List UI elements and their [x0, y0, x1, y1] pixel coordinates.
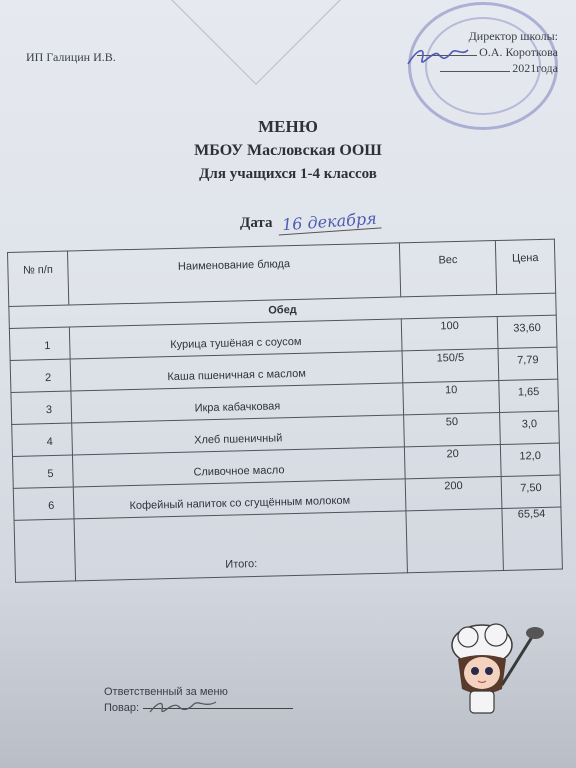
date-row — [240, 208, 381, 235]
row-price: 7,50 — [501, 475, 561, 508]
row-weight: 150/5 — [402, 349, 499, 383]
header-num: № п/п — [8, 251, 69, 306]
date-value: 16 декабря — [278, 208, 382, 235]
audience-line: Для учащихся 1-4 классов — [199, 166, 377, 182]
row-name: Кофейный напиток со сгущённым молоком — [73, 479, 406, 519]
total-label: Итого: — [74, 511, 408, 581]
responsible-label: Ответственный за меню — [104, 686, 228, 698]
vendor-name: ИП Галицин И.В. — [26, 50, 116, 64]
row-price: 1,65 — [499, 379, 559, 412]
approval-title: Директор школы: — [468, 29, 558, 43]
row-weight: 50 — [404, 413, 501, 447]
header-price: Цена — [495, 239, 555, 294]
row-weight: 200 — [405, 476, 502, 510]
paper-fold — [171, 0, 341, 85]
header-weight: Вес — [400, 241, 497, 297]
row-weight: 100 — [402, 317, 499, 351]
row-num: 2 — [10, 359, 71, 392]
row-num: 4 — [12, 423, 73, 456]
total-value: 65,54 — [502, 507, 562, 570]
director-signature-icon — [404, 42, 470, 72]
cook-signature-icon — [148, 696, 218, 718]
menu-title: МЕНЮ — [258, 117, 318, 136]
row-price: 7,79 — [498, 347, 558, 380]
date-label: Дата — [240, 215, 273, 231]
chef-cartoon-icon — [440, 615, 550, 725]
director-name: О.А. Короткова — [479, 45, 558, 59]
total-row — [14, 507, 562, 582]
row-name: Хлеб пшеничный — [72, 415, 405, 455]
approval-year: 2021года — [512, 61, 558, 75]
row-weight: 10 — [403, 381, 500, 415]
school-name: МБОУ Масловская ООШ — [194, 142, 382, 159]
row-weight: 20 — [405, 445, 502, 479]
total-num-cell — [14, 519, 75, 582]
row-name: Икра кабачковая — [71, 383, 404, 423]
row-num: 3 — [11, 391, 72, 424]
row-price: 12,0 — [500, 443, 560, 476]
row-name: Каша пшеничная с маслом — [70, 351, 403, 391]
row-price: 3,0 — [500, 411, 560, 444]
section-label: Обед — [9, 293, 556, 328]
menu-table — [7, 239, 563, 583]
row-name: Курица тушёная с соусом — [69, 319, 402, 359]
row-name: Сливочное масло — [72, 447, 405, 487]
row-price: 33,60 — [497, 315, 557, 348]
row-num: 5 — [12, 455, 73, 488]
row-num: 1 — [9, 327, 70, 360]
header-name: Наименование блюда — [67, 243, 401, 305]
row-num: 6 — [13, 487, 74, 520]
cook-label: Повар: — [104, 702, 140, 714]
total-weight-cell — [406, 508, 503, 572]
